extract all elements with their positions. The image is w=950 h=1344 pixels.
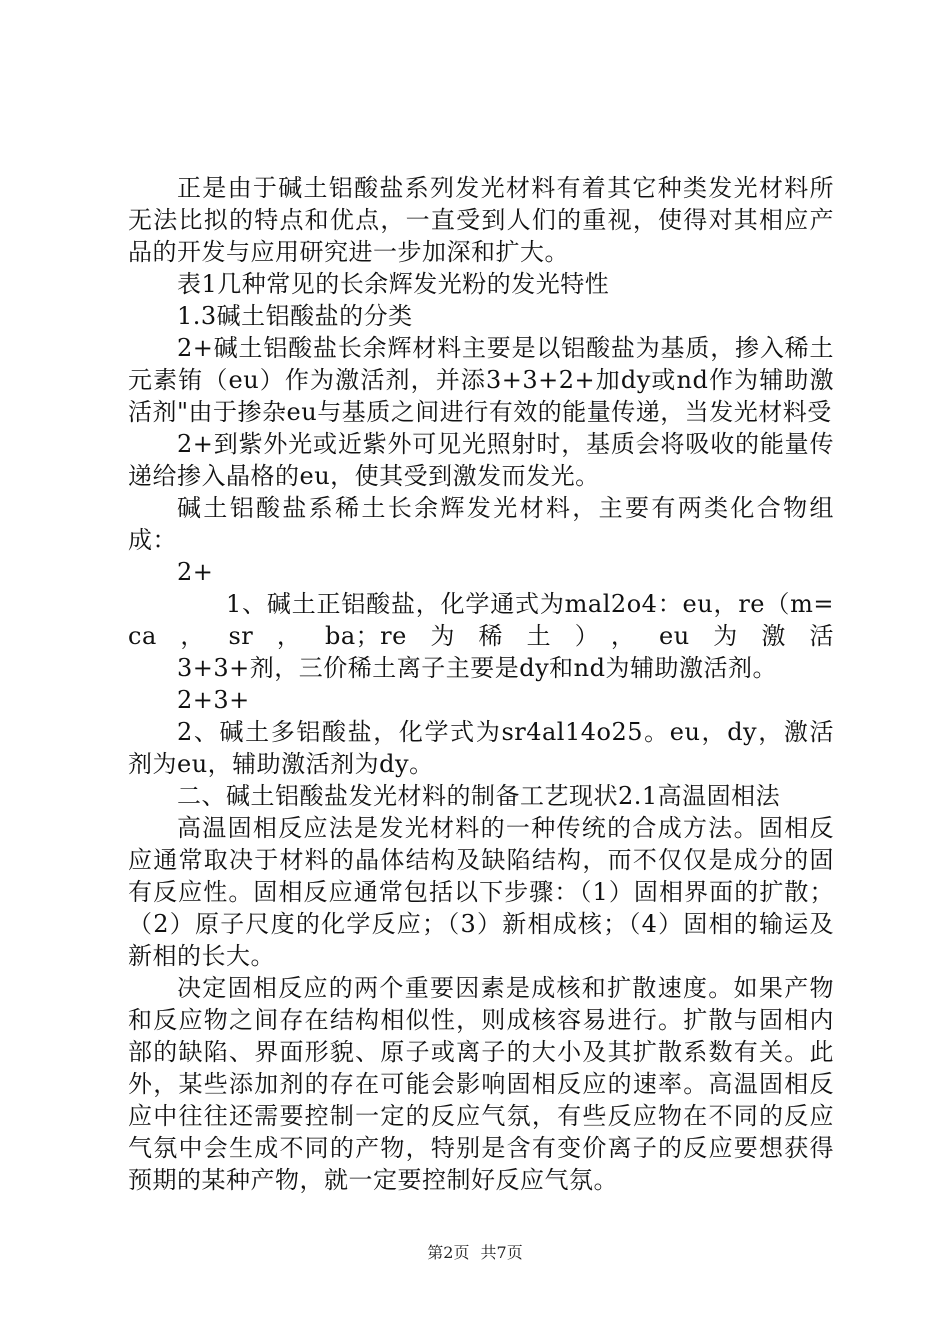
paragraph-trivalent: 3+3+剂，三价稀土离子主要是dy和nd为辅助激活剂。 <box>177 654 777 682</box>
section-heading-2: 二、碱土铝酸盐发光材料的制备工艺现状2.1高温固相法 <box>177 782 781 810</box>
page-footer <box>0 1243 950 1263</box>
table-caption: 表1几种常见的长余辉发光粉的发光特性 <box>177 270 610 298</box>
paragraph-factors: 决定固相反应的两个重要因素是成核和扩散速度。如果产物和反应物之间存在结构相似性，则成核容易进行。扩散与固相内部的缺陷、界面形貌、原子或离子的大小及其扩散系数有关。此外，某些添加剂的存在可能会影响固相反应的速率。高温固相反应中往往还需要控制一定的反应气氛，有些反应物在不同的反应气氛中会生成不同的产物，特别是含有变价离子的反应要想获得预期的某种产物，就一定要控制好反应气氛。 <box>128 974 834 1194</box>
paragraph-solid-state: 高温固相反应法是发光材料的一种传统的合成方法。固相反应通常取决于材料的晶体结构及缺陷结构，而不仅仅是成分的固有反应性。固相反应通常包括以下步骤：（1）固相界面的扩散；（2）原子尺度的化学反应；（3）新相成核；（4）固相的输运及新相的长大。 <box>128 814 834 970</box>
list-item-2: 2、碱土多铝酸盐，化学式为sr4al14o25。eu，dy，激活剂为eu，辅助激活剂为dy。 <box>128 718 834 778</box>
superscript-line: 2+3+ <box>177 686 250 714</box>
paragraph-compound-types: 碱土铝酸盐系稀土长余辉发光材料，主要有两类化合物组成： <box>128 494 834 554</box>
page-number: 第2页 <box>427 1243 470 1262</box>
paragraph-activator: 2+碱土铝酸盐长余辉材料主要是以铝酸盐为基质，掺入稀土元素铕（eu）作为激活剂，并添3+3+2+加dy或nd作为辅助激活剂"由于掺杂eu与基质之间进行有效的能量传递，当发光材料受 <box>128 334 834 426</box>
paragraph-excitation: 2+到紫外光或近紫外可见光照射时，基质会将吸收的能量传递给掺入晶格的eu，使其受到激发而发光。 <box>128 430 834 490</box>
section-heading-1-3: 1.3碱土铝酸盐的分类 <box>177 302 413 330</box>
page-total: 共7页 <box>480 1243 523 1262</box>
superscript-line: 2+ <box>177 558 214 586</box>
list-item-1: 1、碱土正铝酸盐，化学通式为mal2o4：eu，re（m=ca，sr，ba；re为稀土），eu为激活 <box>128 590 834 650</box>
paragraph-intro: 正是由于碱土铝酸盐系列发光材料有着其它种类发光材料所无法比拟的特点和优点，一直受到人们的重视，使得对其相应产品的开发与应用研究进一步加深和扩大。 <box>128 174 834 266</box>
document-body <box>128 172 834 1196</box>
